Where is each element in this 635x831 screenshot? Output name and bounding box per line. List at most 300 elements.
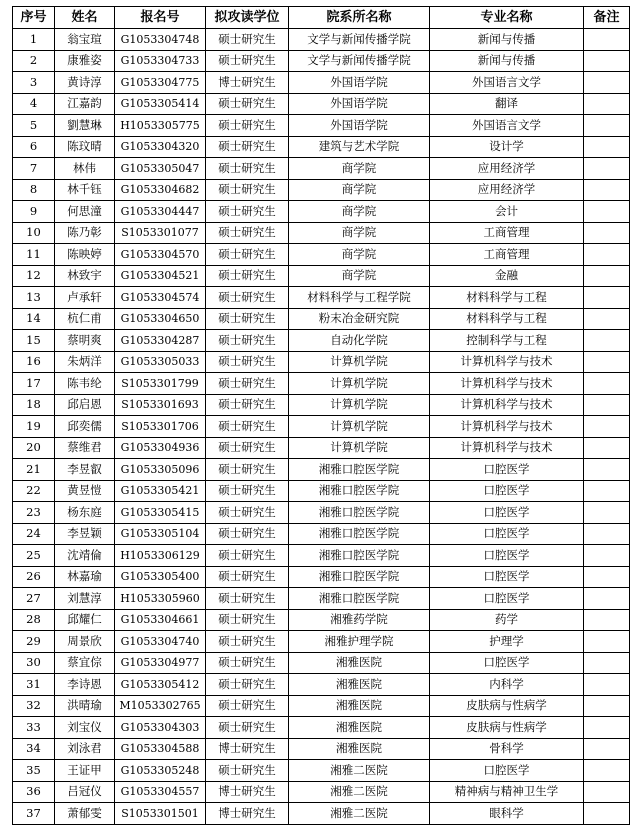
cell-major: 口腔医学: [430, 523, 584, 545]
cell-school: 湘雅口腔医学院: [289, 459, 430, 481]
cell-major: 口腔医学: [430, 502, 584, 524]
cell-school: 湘雅医院: [289, 674, 430, 696]
cell-remarks: [584, 738, 630, 760]
cell-degree: 硕士研究生: [206, 480, 289, 502]
cell-name: 林千钰: [55, 179, 115, 201]
cell-registration-number: G1053305415: [115, 502, 206, 524]
cell-index: 11: [13, 244, 55, 266]
cell-registration-number: G1053305414: [115, 93, 206, 115]
cell-registration-number: S1053301706: [115, 416, 206, 438]
table-row: [13, 437, 630, 459]
cell-school: 建筑与艺术学院: [289, 136, 430, 158]
cell-index: 32: [13, 695, 55, 717]
cell-name: 李诗恩: [55, 674, 115, 696]
table-row: [13, 308, 630, 330]
cell-remarks: [584, 609, 630, 631]
cell-major: 设计学: [430, 136, 584, 158]
cell-school: 文学与新闻传播学院: [289, 50, 430, 72]
cell-remarks: [584, 158, 630, 180]
cell-degree: 硕士研究生: [206, 695, 289, 717]
table-row: [13, 631, 630, 653]
cell-degree: 硕士研究生: [206, 287, 289, 309]
cell-school: 商学院: [289, 265, 430, 287]
cell-degree: 硕士研究生: [206, 330, 289, 352]
cell-major: 精神病与精神卫生学: [430, 781, 584, 803]
table-row: [13, 351, 630, 373]
cell-name: 邱耀仁: [55, 609, 115, 631]
header-school: 院系所名称: [289, 7, 430, 29]
cell-index: 20: [13, 437, 55, 459]
cell-degree: 硕士研究生: [206, 459, 289, 481]
cell-degree: 硕士研究生: [206, 50, 289, 72]
cell-remarks: [584, 265, 630, 287]
cell-index: 4: [13, 93, 55, 115]
cell-major: 药学: [430, 609, 584, 631]
cell-name: 沈靖倫: [55, 545, 115, 567]
cell-remarks: [584, 437, 630, 459]
cell-registration-number: H1053306129: [115, 545, 206, 567]
cell-major: 口腔医学: [430, 480, 584, 502]
table-row: [13, 738, 630, 760]
cell-degree: 硕士研究生: [206, 265, 289, 287]
table-row: [13, 803, 630, 825]
table-row: [13, 115, 630, 137]
cell-name: 李昱颖: [55, 523, 115, 545]
cell-registration-number: G1053304303: [115, 717, 206, 739]
cell-index: 33: [13, 717, 55, 739]
cell-remarks: [584, 695, 630, 717]
cell-remarks: [584, 803, 630, 825]
table-row: [13, 201, 630, 223]
cell-school: 外国语学院: [289, 115, 430, 137]
cell-index: 7: [13, 158, 55, 180]
cell-remarks: [584, 502, 630, 524]
cell-degree: 硕士研究生: [206, 373, 289, 395]
cell-degree: 硕士研究生: [206, 566, 289, 588]
cell-major: 控制科学与工程: [430, 330, 584, 352]
cell-registration-number: G1053305248: [115, 760, 206, 782]
cell-registration-number: G1053305412: [115, 674, 206, 696]
cell-major: 应用经济学: [430, 179, 584, 201]
header-index: 序号: [13, 7, 55, 29]
cell-remarks: [584, 588, 630, 610]
cell-school: 计算机学院: [289, 394, 430, 416]
cell-major: 口腔医学: [430, 459, 584, 481]
cell-index: 1: [13, 29, 55, 51]
table-row: [13, 244, 630, 266]
header-registration-number: 报名号: [115, 7, 206, 29]
cell-index: 21: [13, 459, 55, 481]
cell-school: 商学院: [289, 244, 430, 266]
cell-remarks: [584, 717, 630, 739]
cell-registration-number: G1053304748: [115, 29, 206, 51]
cell-index: 27: [13, 588, 55, 610]
cell-registration-number: S1053301799: [115, 373, 206, 395]
cell-school: 湘雅医院: [289, 695, 430, 717]
cell-index: 16: [13, 351, 55, 373]
cell-index: 23: [13, 502, 55, 524]
cell-remarks: [584, 93, 630, 115]
cell-name: 刘宝仪: [55, 717, 115, 739]
cell-degree: 硕士研究生: [206, 717, 289, 739]
cell-name: 陈玟晴: [55, 136, 115, 158]
cell-major: 会计: [430, 201, 584, 223]
table-row: [13, 717, 630, 739]
table-row: [13, 158, 630, 180]
cell-index: 12: [13, 265, 55, 287]
cell-index: 31: [13, 674, 55, 696]
cell-degree: 硕士研究生: [206, 437, 289, 459]
cell-remarks: [584, 781, 630, 803]
header-name: 姓名: [55, 7, 115, 29]
cell-registration-number: G1053304661: [115, 609, 206, 631]
cell-name: 林伟: [55, 158, 115, 180]
cell-registration-number: G1053305400: [115, 566, 206, 588]
cell-school: 商学院: [289, 201, 430, 223]
cell-index: 25: [13, 545, 55, 567]
cell-index: 8: [13, 179, 55, 201]
cell-school: 商学院: [289, 158, 430, 180]
cell-name: 邱启恩: [55, 394, 115, 416]
cell-index: 30: [13, 652, 55, 674]
table-row: [13, 222, 630, 244]
table-body: [13, 29, 630, 825]
cell-remarks: [584, 201, 630, 223]
table-row: [13, 29, 630, 51]
cell-name: 吕冠仪: [55, 781, 115, 803]
cell-remarks: [584, 308, 630, 330]
cell-school: 湘雅二医院: [289, 760, 430, 782]
cell-degree: 硕士研究生: [206, 93, 289, 115]
cell-major: 外国语言文学: [430, 72, 584, 94]
cell-name: 陈映婷: [55, 244, 115, 266]
cell-name: 周景欣: [55, 631, 115, 653]
cell-degree: 硕士研究生: [206, 652, 289, 674]
cell-remarks: [584, 287, 630, 309]
table-row: [13, 760, 630, 782]
cell-index: 9: [13, 201, 55, 223]
cell-name: 卢承轩: [55, 287, 115, 309]
cell-degree: 硕士研究生: [206, 674, 289, 696]
cell-school: 计算机学院: [289, 351, 430, 373]
cell-remarks: [584, 480, 630, 502]
cell-major: 眼科学: [430, 803, 584, 825]
cell-name: 李昱叡: [55, 459, 115, 481]
cell-degree: 硕士研究生: [206, 351, 289, 373]
cell-name: 林致宇: [55, 265, 115, 287]
cell-major: 护理学: [430, 631, 584, 653]
cell-degree: 博士研究生: [206, 803, 289, 825]
cell-remarks: [584, 394, 630, 416]
table-row: [13, 523, 630, 545]
cell-school: 自动化学院: [289, 330, 430, 352]
table-row: [13, 695, 630, 717]
cell-index: 34: [13, 738, 55, 760]
header-degree: 拟攻读学位: [206, 7, 289, 29]
cell-school: 湘雅口腔医学院: [289, 480, 430, 502]
cell-name: 蔡宜倧: [55, 652, 115, 674]
cell-name: 黄昱愷: [55, 480, 115, 502]
table-row: [13, 72, 630, 94]
cell-name: 刘泳君: [55, 738, 115, 760]
cell-remarks: [584, 330, 630, 352]
cell-registration-number: G1053304320: [115, 136, 206, 158]
cell-name: 刘慧淳: [55, 588, 115, 610]
cell-major: 翻译: [430, 93, 584, 115]
table-row: [13, 609, 630, 631]
cell-index: 5: [13, 115, 55, 137]
cell-degree: 硕士研究生: [206, 115, 289, 137]
cell-index: 15: [13, 330, 55, 352]
cell-degree: 博士研究生: [206, 781, 289, 803]
cell-name: 江嘉韵: [55, 93, 115, 115]
cell-major: 口腔医学: [430, 545, 584, 567]
cell-remarks: [584, 545, 630, 567]
table-row: [13, 93, 630, 115]
table-row: [13, 136, 630, 158]
cell-degree: 硕士研究生: [206, 308, 289, 330]
cell-index: 37: [13, 803, 55, 825]
cell-major: 骨科学: [430, 738, 584, 760]
cell-remarks: [584, 652, 630, 674]
cell-degree: 硕士研究生: [206, 609, 289, 631]
cell-index: 13: [13, 287, 55, 309]
cell-school: 湘雅二医院: [289, 803, 430, 825]
cell-major: 口腔医学: [430, 652, 584, 674]
cell-index: 3: [13, 72, 55, 94]
cell-major: 计算机科学与技术: [430, 394, 584, 416]
cell-school: 湘雅医院: [289, 738, 430, 760]
cell-major: 计算机科学与技术: [430, 351, 584, 373]
table-row: [13, 652, 630, 674]
cell-index: 19: [13, 416, 55, 438]
cell-school: 计算机学院: [289, 416, 430, 438]
table-row: [13, 459, 630, 481]
cell-degree: 硕士研究生: [206, 545, 289, 567]
cell-registration-number: G1053305104: [115, 523, 206, 545]
cell-registration-number: S1053301501: [115, 803, 206, 825]
table-row: [13, 781, 630, 803]
cell-registration-number: H1053305960: [115, 588, 206, 610]
cell-registration-number: G1053304570: [115, 244, 206, 266]
cell-school: 商学院: [289, 222, 430, 244]
cell-registration-number: G1053304977: [115, 652, 206, 674]
cell-registration-number: G1053304521: [115, 265, 206, 287]
cell-remarks: [584, 373, 630, 395]
admission-list-table: [12, 6, 630, 825]
table-row: [13, 588, 630, 610]
table-row: [13, 330, 630, 352]
cell-name: 蔡维君: [55, 437, 115, 459]
cell-registration-number: G1053305047: [115, 158, 206, 180]
cell-major: 应用经济学: [430, 158, 584, 180]
cell-degree: 硕士研究生: [206, 523, 289, 545]
cell-name: 杭仁甫: [55, 308, 115, 330]
cell-degree: 硕士研究生: [206, 244, 289, 266]
cell-school: 湘雅口腔医学院: [289, 545, 430, 567]
cell-school: 外国语学院: [289, 72, 430, 94]
table-row: [13, 502, 630, 524]
cell-index: 24: [13, 523, 55, 545]
cell-remarks: [584, 179, 630, 201]
cell-major: 计算机科学与技术: [430, 437, 584, 459]
cell-degree: 硕士研究生: [206, 588, 289, 610]
cell-name: 洪晴瑜: [55, 695, 115, 717]
cell-degree: 硕士研究生: [206, 179, 289, 201]
cell-remarks: [584, 50, 630, 72]
table-row: [13, 394, 630, 416]
cell-index: 35: [13, 760, 55, 782]
cell-major: 新闻与传播: [430, 29, 584, 51]
cell-index: 18: [13, 394, 55, 416]
cell-registration-number: G1053304740: [115, 631, 206, 653]
cell-registration-number: G1053304447: [115, 201, 206, 223]
cell-degree: 硕士研究生: [206, 394, 289, 416]
cell-index: 2: [13, 50, 55, 72]
cell-school: 文学与新闻传播学院: [289, 29, 430, 51]
cell-remarks: [584, 222, 630, 244]
cell-name: 朱炳洋: [55, 351, 115, 373]
cell-school: 外国语学院: [289, 93, 430, 115]
cell-remarks: [584, 760, 630, 782]
table-row: [13, 50, 630, 72]
table-header-row: [13, 7, 630, 29]
table-row: [13, 416, 630, 438]
cell-school: 湘雅药学院: [289, 609, 430, 631]
cell-remarks: [584, 244, 630, 266]
cell-degree: 硕士研究生: [206, 760, 289, 782]
cell-name: 王证甲: [55, 760, 115, 782]
table-row: [13, 287, 630, 309]
cell-major: 皮肤病与性病学: [430, 717, 584, 739]
cell-school: 湘雅医院: [289, 717, 430, 739]
cell-degree: 硕士研究生: [206, 631, 289, 653]
cell-remarks: [584, 136, 630, 158]
cell-index: 6: [13, 136, 55, 158]
cell-index: 26: [13, 566, 55, 588]
cell-degree: 博士研究生: [206, 738, 289, 760]
cell-school: 湘雅口腔医学院: [289, 502, 430, 524]
cell-major: 材料科学与工程: [430, 308, 584, 330]
cell-degree: 硕士研究生: [206, 29, 289, 51]
cell-major: 金融: [430, 265, 584, 287]
cell-degree: 硕士研究生: [206, 136, 289, 158]
cell-registration-number: G1053304588: [115, 738, 206, 760]
cell-degree: 硕士研究生: [206, 158, 289, 180]
cell-index: 29: [13, 631, 55, 653]
cell-school: 粉末冶金研究院: [289, 308, 430, 330]
cell-name: 黄诗淳: [55, 72, 115, 94]
table-row: [13, 480, 630, 502]
cell-name: 邱奕儒: [55, 416, 115, 438]
cell-registration-number: H1053305775: [115, 115, 206, 137]
cell-school: 湘雅二医院: [289, 781, 430, 803]
cell-major: 工商管理: [430, 244, 584, 266]
cell-school: 计算机学院: [289, 437, 430, 459]
cell-major: 新闻与传播: [430, 50, 584, 72]
cell-remarks: [584, 523, 630, 545]
cell-index: 17: [13, 373, 55, 395]
cell-remarks: [584, 115, 630, 137]
cell-registration-number: M1053302765: [115, 695, 206, 717]
cell-registration-number: G1053304574: [115, 287, 206, 309]
cell-name: 萧郁雯: [55, 803, 115, 825]
cell-major: 外国语言文学: [430, 115, 584, 137]
cell-remarks: [584, 459, 630, 481]
cell-remarks: [584, 631, 630, 653]
cell-registration-number: G1053304733: [115, 50, 206, 72]
cell-name: 杨东庭: [55, 502, 115, 524]
cell-school: 湘雅口腔医学院: [289, 566, 430, 588]
cell-registration-number: G1053304682: [115, 179, 206, 201]
cell-registration-number: S1053301693: [115, 394, 206, 416]
cell-registration-number: G1053304650: [115, 308, 206, 330]
table-row: [13, 566, 630, 588]
cell-school: 计算机学院: [289, 373, 430, 395]
cell-major: 计算机科学与技术: [430, 416, 584, 438]
cell-registration-number: G1053304287: [115, 330, 206, 352]
cell-major: 皮肤病与性病学: [430, 695, 584, 717]
cell-name: 康雅姿: [55, 50, 115, 72]
cell-name: 劉慧琳: [55, 115, 115, 137]
cell-degree: 博士研究生: [206, 72, 289, 94]
cell-name: 何思潼: [55, 201, 115, 223]
cell-remarks: [584, 566, 630, 588]
cell-degree: 硕士研究生: [206, 222, 289, 244]
cell-school: 湘雅口腔医学院: [289, 523, 430, 545]
cell-degree: 硕士研究生: [206, 416, 289, 438]
cell-name: 蔡明爽: [55, 330, 115, 352]
cell-degree: 硕士研究生: [206, 502, 289, 524]
cell-school: 湘雅护理学院: [289, 631, 430, 653]
cell-remarks: [584, 416, 630, 438]
table-row: [13, 373, 630, 395]
cell-school: 材料科学与工程学院: [289, 287, 430, 309]
table-row: [13, 265, 630, 287]
cell-index: 10: [13, 222, 55, 244]
cell-remarks: [584, 674, 630, 696]
cell-registration-number: G1053305421: [115, 480, 206, 502]
table-row: [13, 179, 630, 201]
cell-index: 14: [13, 308, 55, 330]
cell-registration-number: G1053304775: [115, 72, 206, 94]
cell-school: 湘雅口腔医学院: [289, 588, 430, 610]
cell-school: 商学院: [289, 179, 430, 201]
cell-index: 28: [13, 609, 55, 631]
cell-name: 陈韦纶: [55, 373, 115, 395]
cell-school: 湘雅医院: [289, 652, 430, 674]
cell-major: 口腔医学: [430, 566, 584, 588]
cell-major: 口腔医学: [430, 760, 584, 782]
cell-major: 工商管理: [430, 222, 584, 244]
cell-major: 内科学: [430, 674, 584, 696]
cell-name: 林嘉瑜: [55, 566, 115, 588]
cell-registration-number: G1053304557: [115, 781, 206, 803]
table-row: [13, 545, 630, 567]
cell-remarks: [584, 351, 630, 373]
cell-name: 翁宝瑄: [55, 29, 115, 51]
cell-remarks: [584, 72, 630, 94]
cell-index: 36: [13, 781, 55, 803]
cell-major: 计算机科学与技术: [430, 373, 584, 395]
cell-major: 口腔医学: [430, 588, 584, 610]
cell-remarks: [584, 29, 630, 51]
header-remarks: 备注: [584, 7, 630, 29]
table-row: [13, 674, 630, 696]
cell-registration-number: G1053304936: [115, 437, 206, 459]
cell-registration-number: S1053301077: [115, 222, 206, 244]
cell-major: 材料科学与工程: [430, 287, 584, 309]
